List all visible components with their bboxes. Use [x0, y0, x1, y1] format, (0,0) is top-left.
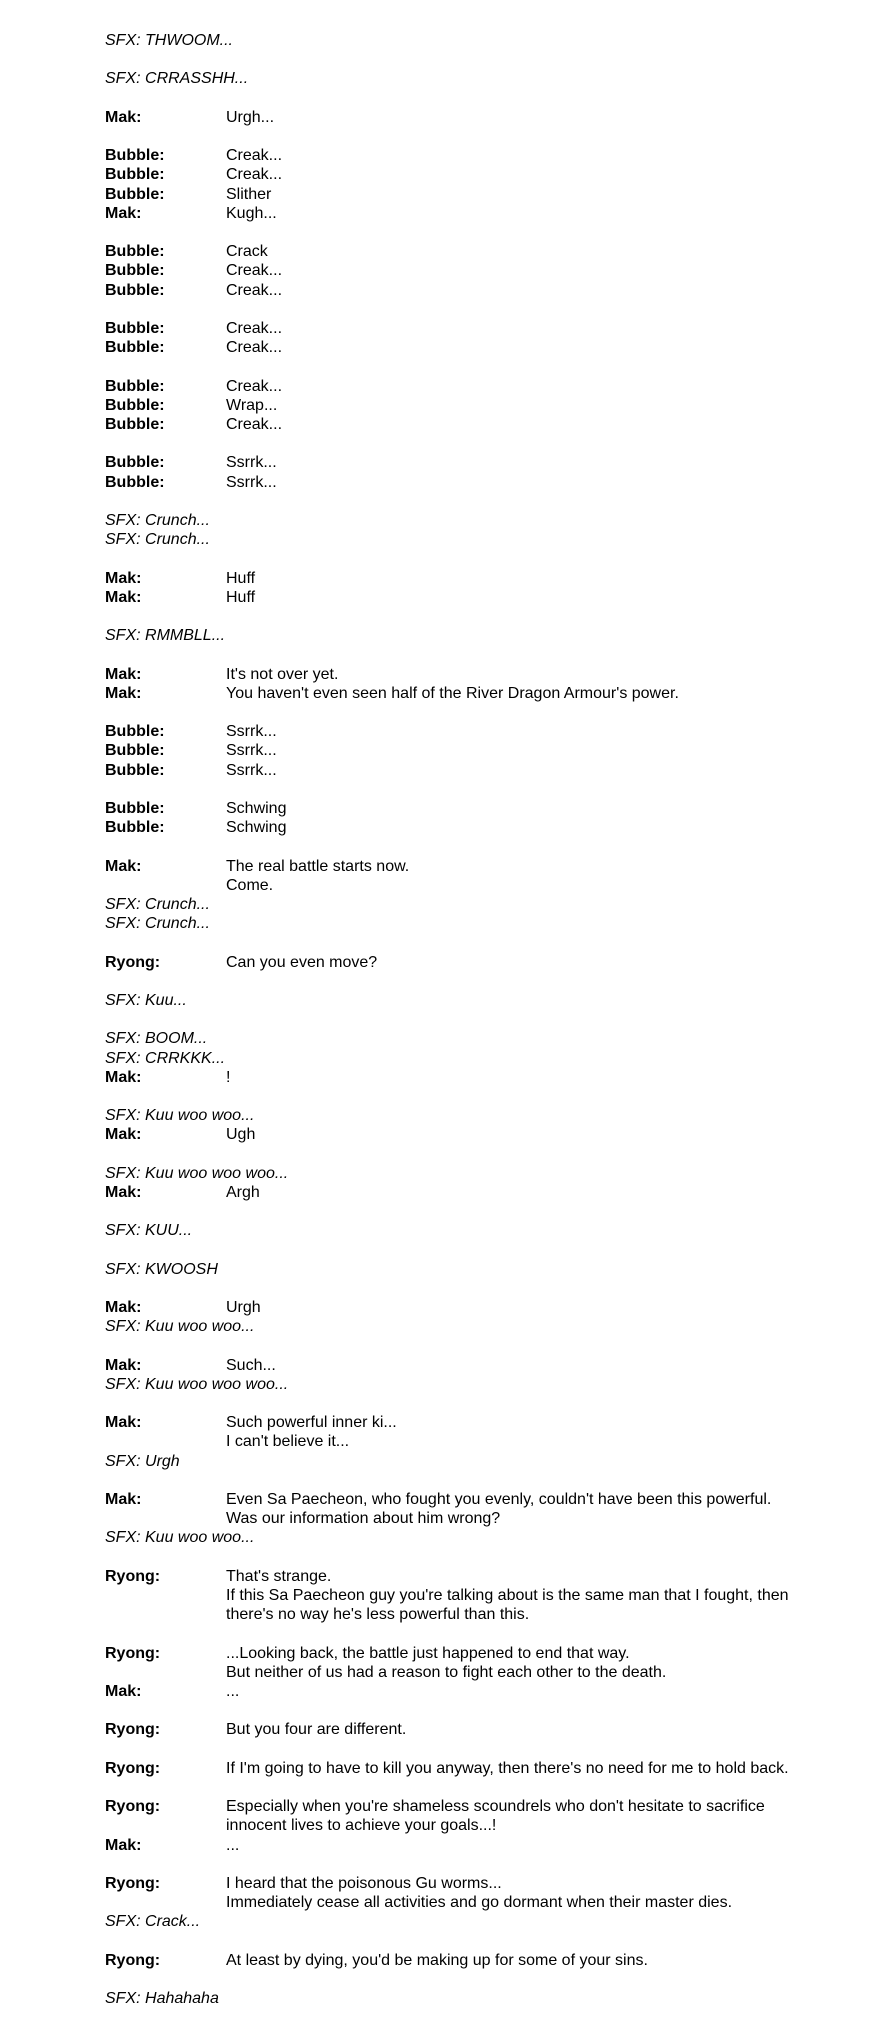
- dialogue-text: Creak...: [226, 415, 283, 433]
- sfx-line: SFX: Urgh: [105, 1452, 180, 1470]
- dialogue-text: Ssrrk...: [226, 723, 277, 741]
- speaker-name: Mak:: [105, 1299, 142, 1317]
- spacer: [105, 549, 805, 568]
- spacer: [105, 300, 805, 319]
- speaker-name: [105, 1509, 226, 1528]
- spacer: [105, 1279, 805, 1298]
- sfx-line: SFX: Crunch...: [105, 531, 210, 549]
- dialogue-text: Especially when you're shameless scoundrels who don't hesitate to sacrifice innocent lives to achieve your goals...!: [226, 1798, 765, 1835]
- dialogue-line: [105, 1567, 805, 1586]
- dialogue-line: [105, 684, 805, 703]
- dialogue-line: [105, 185, 805, 204]
- speaker-name: Mak:: [105, 857, 142, 875]
- speaker-name: Bubble:: [105, 166, 165, 184]
- spacer: [105, 780, 805, 799]
- dialogue-text: The real battle starts now.: [226, 857, 410, 875]
- speaker-name: [105, 1432, 226, 1451]
- dialogue-line: [105, 146, 805, 165]
- spacer: [105, 972, 805, 991]
- dialogue-text: You haven't even seen half of the River Dragon Armour's power.: [226, 684, 679, 702]
- dialogue-line: [105, 108, 805, 127]
- speaker-name: Mak:: [105, 588, 142, 606]
- dialogue-text: Ssrrk...: [226, 761, 277, 779]
- spacer: [105, 1932, 805, 1951]
- dialogue-line: [105, 396, 805, 415]
- dialogue-line: [105, 1720, 805, 1739]
- dialogue-line: [105, 242, 805, 261]
- speaker-name: Bubble:: [105, 742, 165, 760]
- dialogue-text: Schwing: [226, 819, 287, 837]
- spacer: [105, 1336, 805, 1355]
- dialogue-line: [105, 1356, 805, 1375]
- dialogue-line: [105, 1298, 805, 1317]
- dialogue-text: If this Sa Paecheon guy you're talking about is the same man that I fought, then there's no way he's less powerful than this.: [226, 1587, 789, 1624]
- speaker-name: [105, 1663, 226, 1682]
- speaker-name: Bubble:: [105, 396, 165, 414]
- speaker-name: Mak:: [105, 569, 142, 587]
- speaker-name: Bubble:: [105, 799, 165, 817]
- dialogue-line: [105, 799, 805, 818]
- spacer: [105, 1855, 805, 1874]
- speaker-name: Mak:: [105, 1068, 142, 1086]
- speaker-name: Bubble:: [105, 473, 165, 491]
- dialogue-text: !: [226, 1068, 231, 1086]
- sfx-line: SFX: Kuu woo woo woo...: [105, 1164, 289, 1182]
- dialogue-text: Kugh...: [226, 204, 277, 222]
- dialogue-text: Wrap...: [226, 396, 278, 414]
- dialogue-line: [105, 1644, 805, 1663]
- dialogue-line: [105, 665, 805, 684]
- dialogue-text: But you four are different.: [226, 1721, 407, 1739]
- dialogue-line: [105, 741, 805, 760]
- dialogue-text: If I'm going to have to kill you anyway, then there's no need for me to hold back.: [226, 1759, 789, 1777]
- dialogue-line: [105, 1432, 805, 1451]
- spacer: [105, 1394, 805, 1413]
- spacer: [105, 1202, 805, 1221]
- dialogue-line: [105, 1586, 805, 1624]
- spacer: [105, 837, 805, 856]
- dialogue-text: Creak...: [226, 166, 283, 184]
- sfx-line: SFX: BOOM...: [105, 1030, 208, 1048]
- speaker-name: Mak:: [105, 684, 142, 702]
- dialogue-line: [105, 876, 805, 895]
- spacer: [105, 1970, 805, 1989]
- spacer: [105, 357, 805, 376]
- spacer: [105, 89, 805, 108]
- spacer: [105, 703, 805, 722]
- dialogue-text: Argh: [226, 1183, 260, 1201]
- sfx-line: SFX: KUU...: [105, 1222, 193, 1240]
- spacer: [105, 1740, 805, 1759]
- sfx-line: SFX: Crunch...: [105, 895, 210, 913]
- dialogue-text: Schwing: [226, 799, 287, 817]
- dialogue-line: [105, 818, 805, 837]
- dialogue-line: [105, 377, 805, 396]
- spacer: [105, 434, 805, 453]
- dialogue-text: I heard that the poisonous Gu worms...: [226, 1875, 502, 1893]
- dialogue-text: Huff: [226, 588, 256, 606]
- spacer: [105, 1471, 805, 1490]
- dialogue-line: [105, 1836, 805, 1855]
- dialogue-text: ...Looking back, the battle just happened to end that way.: [226, 1644, 630, 1662]
- dialogue-text: Urgh...: [226, 108, 275, 126]
- dialogue-line: [105, 1125, 805, 1144]
- dialogue-line: [105, 1183, 805, 1202]
- dialogue-text: Creak...: [226, 281, 283, 299]
- speaker-name: Bubble:: [105, 723, 165, 741]
- speaker-name: Mak:: [105, 1836, 142, 1854]
- dialogue-text: Creak...: [226, 319, 283, 337]
- dialogue-text: Ssrrk...: [226, 742, 277, 760]
- dialogue-text: Ugh: [226, 1126, 256, 1144]
- speaker-name: Bubble:: [105, 819, 165, 837]
- speaker-name: Mak:: [105, 204, 142, 222]
- dialogue-line: [105, 1509, 805, 1528]
- speaker-name: Bubble:: [105, 185, 165, 203]
- spacer: [105, 1087, 805, 1106]
- dialogue-line: [105, 1682, 805, 1701]
- dialogue-line: [105, 1951, 805, 1970]
- dialogue-text: Ssrrk...: [226, 473, 277, 491]
- sfx-line: SFX: Kuu woo woo...: [105, 1529, 255, 1547]
- sfx-line: SFX: Kuu woo woo...: [105, 1107, 255, 1125]
- sfx-line: SFX: CRRASSHH...: [105, 70, 249, 88]
- sfx-line: SFX: RMMBLL...: [105, 627, 226, 645]
- dialogue-line: [105, 588, 805, 607]
- speaker-name: Bubble:: [105, 415, 165, 433]
- spacer: [105, 1240, 805, 1259]
- dialogue-line: [105, 261, 805, 280]
- spacer: [105, 645, 805, 664]
- dialogue-text: ...: [226, 1836, 240, 1854]
- dialogue-text: It's not over yet.: [226, 665, 339, 683]
- spacer: [105, 1548, 805, 1567]
- dialogue-text: Can you even move?: [226, 953, 378, 971]
- dialogue-line: [105, 722, 805, 741]
- speaker-name: Mak:: [105, 1356, 142, 1374]
- speaker-name: Bubble:: [105, 339, 165, 357]
- spacer: [105, 127, 805, 146]
- speaker-name: Bubble:: [105, 281, 165, 299]
- spacer: [105, 50, 805, 69]
- speaker-name: Bubble:: [105, 262, 165, 280]
- dialogue-line: [105, 953, 805, 972]
- dialogue-text: Creak...: [226, 147, 283, 165]
- spacer: [105, 223, 805, 242]
- speaker-name: [105, 876, 226, 895]
- dialogue-text: But neither of us had a reason to fight each other to the death.: [226, 1663, 667, 1681]
- speaker-name: Ryong:: [105, 1567, 161, 1585]
- spacer: [105, 1010, 805, 1029]
- dialogue-line: [105, 338, 805, 357]
- dialogue-text: Such powerful inner ki...: [226, 1414, 397, 1432]
- speaker-name: Bubble:: [105, 761, 165, 779]
- dialogue-line: [105, 1663, 805, 1682]
- sfx-line: SFX: Crunch...: [105, 511, 210, 529]
- speaker-name: [105, 1586, 226, 1624]
- dialogue-text: At least by dying, you'd be making up for some of your sins.: [226, 1951, 648, 1969]
- speaker-name: Ryong:: [105, 1951, 161, 1969]
- speaker-name: Mak:: [105, 1183, 142, 1201]
- dialogue-line: [105, 1874, 805, 1893]
- dialogue-line: [105, 569, 805, 588]
- sfx-line: SFX: Crack...: [105, 1913, 201, 1931]
- dialogue-line: [105, 473, 805, 492]
- dialogue-line: [105, 1490, 805, 1509]
- speaker-name: Mak:: [105, 108, 142, 126]
- speaker-name: Bubble:: [105, 454, 165, 472]
- speaker-name: Mak:: [105, 1683, 142, 1701]
- speaker-name: Mak:: [105, 665, 142, 683]
- speaker-name: Bubble:: [105, 147, 165, 165]
- speaker-name: Ryong:: [105, 1759, 161, 1777]
- speaker-name: Bubble:: [105, 377, 165, 395]
- speaker-name: Ryong:: [105, 953, 161, 971]
- dialogue-text: Even Sa Paecheon, who fought you evenly, couldn't have been this powerful.: [226, 1491, 772, 1509]
- dialogue-line: [105, 453, 805, 472]
- dialogue-text: Crack: [226, 243, 268, 261]
- dialogue-line: [105, 1893, 805, 1912]
- speaker-name: Ryong:: [105, 1875, 161, 1893]
- dialogue-line: [105, 319, 805, 338]
- speaker-name: [105, 1893, 226, 1912]
- dialogue-text: Huff: [226, 569, 256, 587]
- speaker-name: Ryong:: [105, 1721, 161, 1739]
- dialogue-text: Creak...: [226, 377, 283, 395]
- sfx-line: SFX: Kuu woo woo woo...: [105, 1375, 289, 1393]
- spacer: [105, 1145, 805, 1164]
- sfx-line: SFX: THWOOM...: [105, 32, 233, 49]
- dialogue-text: Was our information about him wrong?: [226, 1510, 501, 1528]
- sfx-line: SFX: Kuu woo woo...: [105, 1318, 255, 1336]
- dialogue-text: I can't believe it...: [226, 1433, 350, 1451]
- speaker-name: Bubble:: [105, 243, 165, 261]
- dialogue-text: Slither: [226, 185, 272, 203]
- dialogue-text: Come.: [226, 876, 274, 894]
- dialogue-line: [105, 1797, 805, 1835]
- spacer: [105, 1701, 805, 1720]
- dialogue-text: Such...: [226, 1356, 276, 1374]
- speaker-name: Bubble:: [105, 319, 165, 337]
- dialogue-line: [105, 204, 805, 223]
- speaker-name: Ryong:: [105, 1644, 161, 1662]
- speaker-name: Mak:: [105, 1491, 142, 1509]
- speaker-name: Mak:: [105, 1414, 142, 1432]
- dialogue-line: [105, 761, 805, 780]
- dialogue-line: [105, 165, 805, 184]
- sfx-line: SFX: KWOOSH: [105, 1260, 218, 1278]
- dialogue-line: [105, 281, 805, 300]
- spacer: [105, 933, 805, 952]
- dialogue-text: ...: [226, 1683, 240, 1701]
- dialogue-text: That's strange.: [226, 1567, 332, 1585]
- sfx-line: SFX: Crunch...: [105, 915, 210, 933]
- dialogue-text: Urgh: [226, 1299, 261, 1317]
- speaker-name: Ryong:: [105, 1798, 161, 1816]
- dialogue-text: Immediately cease all activities and go dormant when their master dies.: [226, 1894, 733, 1912]
- spacer: [105, 492, 805, 511]
- dialogue-line: [105, 415, 805, 434]
- dialogue-text: Ssrrk...: [226, 454, 277, 472]
- dialogue-line: [105, 1068, 805, 1087]
- dialogue-text: Creak...: [226, 339, 283, 357]
- sfx-line: SFX: Kuu...: [105, 991, 187, 1009]
- dialogue-line: [105, 857, 805, 876]
- dialogue-text: Creak...: [226, 262, 283, 280]
- sfx-line: SFX: Hahahaha: [105, 1990, 219, 2008]
- dialogue-line: [105, 1413, 805, 1432]
- spacer: [105, 607, 805, 626]
- speaker-name: Mak:: [105, 1126, 142, 1144]
- spacer: [105, 1624, 805, 1643]
- sfx-line: SFX: CRRKKK...: [105, 1049, 226, 1067]
- dialogue-line: [105, 1759, 805, 1778]
- spacer: [105, 1778, 805, 1797]
